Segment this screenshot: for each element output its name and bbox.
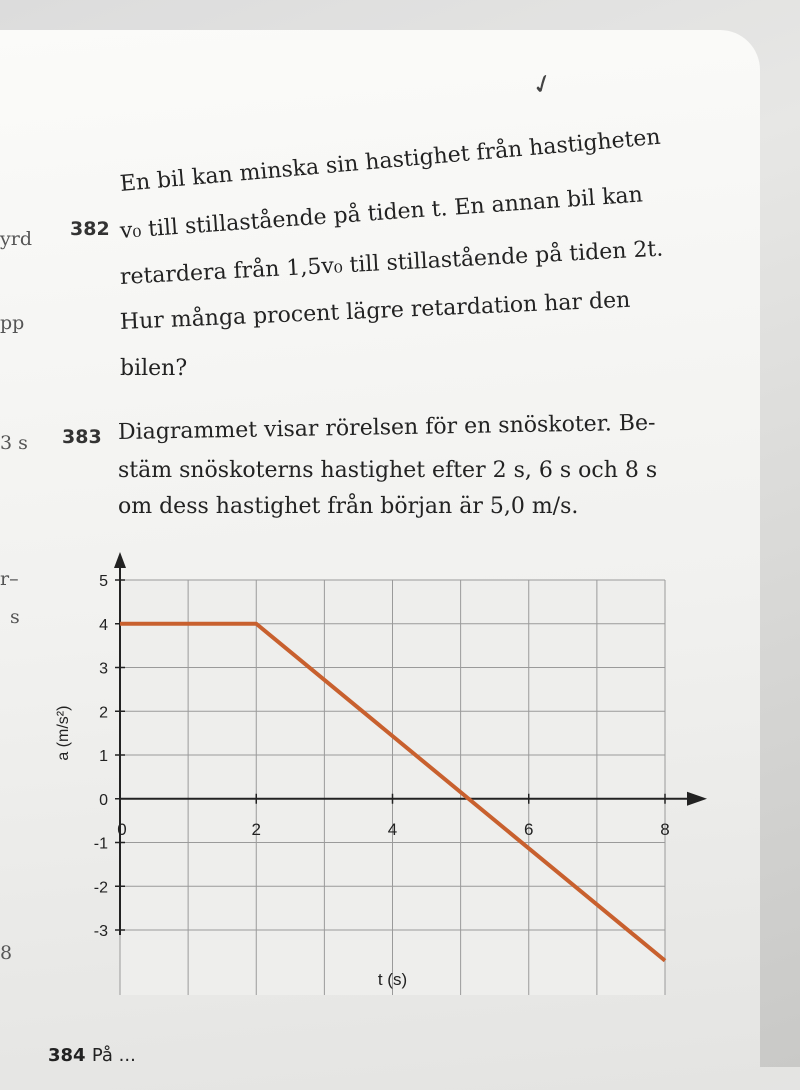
y-tick-label: 4 bbox=[99, 616, 108, 634]
y-tick-label: -1 bbox=[93, 835, 108, 853]
y-tick-label: 1 bbox=[99, 748, 108, 765]
page-footer bbox=[48, 1045, 136, 1066]
problem-line: om dess hastighet från början är 5,0 m/s. bbox=[118, 494, 579, 519]
check-mark-icon: ✓ bbox=[527, 67, 559, 103]
problem-number: 382 bbox=[70, 218, 110, 240]
x-tick-label: 2 bbox=[251, 819, 261, 839]
margin-text: 3 s bbox=[0, 432, 28, 454]
y-tick-label: -3 bbox=[93, 923, 108, 940]
problem-line: En bil kan minska sin hastighet från hastigheten bbox=[118, 124, 662, 197]
problem-line: stäm snöskoterns hastighet efter 2 s, 6 s och 8 s bbox=[118, 458, 658, 483]
margin-text: s bbox=[10, 606, 20, 628]
margin-text: pp bbox=[0, 312, 25, 334]
margin-text: 8 bbox=[0, 942, 13, 964]
y-axis-arrow bbox=[114, 552, 126, 568]
margin-text: r– bbox=[0, 568, 19, 590]
problem-line: bilen? bbox=[120, 356, 188, 381]
problem-line: v₀ till stillastående på tiden t. En annan bil kan bbox=[119, 182, 644, 244]
acceleration-chart bbox=[40, 545, 760, 1025]
x-axis-label: t (s) bbox=[377, 970, 408, 989]
y-tick-label: 3 bbox=[99, 660, 108, 678]
page-number: 384 bbox=[48, 1045, 86, 1066]
y-tick-label: -2 bbox=[93, 879, 108, 897]
problem-line: retardera från 1,5v₀ till stillastående på tiden 2t. bbox=[119, 236, 664, 290]
y-tick-label: 0 bbox=[99, 791, 108, 809]
y-tick-label: 2 bbox=[99, 704, 108, 722]
problem-line: Hur många procent lägre retardation har den bbox=[119, 287, 631, 335]
y-tick-label: 5 bbox=[99, 573, 108, 590]
x-tick-label: 6 bbox=[524, 819, 534, 839]
margin-text: yrd bbox=[0, 228, 32, 250]
x-axis-arrow bbox=[687, 792, 707, 806]
x-tick-label: 4 bbox=[387, 819, 398, 839]
problem-number: 383 bbox=[62, 426, 102, 448]
x-tick-label: 8 bbox=[660, 819, 670, 839]
y-axis-label: a (m/s²) bbox=[55, 705, 72, 761]
footer-text: På ... bbox=[91, 1045, 136, 1066]
problem-line: Diagrammet visar rörelsen för en snöskoter. Be- bbox=[117, 410, 656, 445]
x-tick-label: 0 bbox=[117, 819, 127, 839]
